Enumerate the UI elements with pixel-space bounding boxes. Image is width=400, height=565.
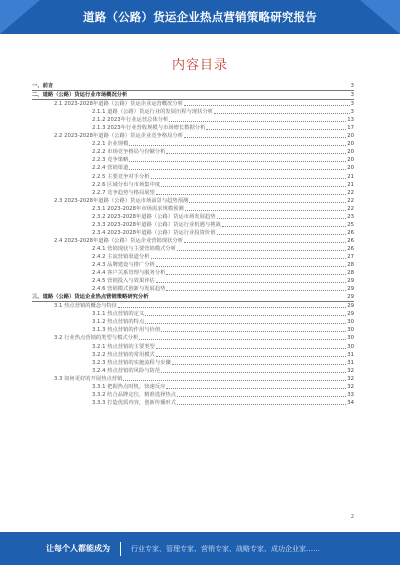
toc-leader-dots (184, 105, 350, 106)
toc-entry-page: 32 (347, 367, 354, 374)
toc-entry-page: 17 (347, 125, 354, 132)
toc-leader-dots (177, 396, 346, 397)
toc-entry-page: 29 (347, 303, 354, 310)
toc-entry-page: 31 (347, 351, 354, 358)
toc-entry-page: 30 (347, 319, 354, 326)
toc-entry-page: 20 (347, 157, 354, 164)
toc-leader-dots (217, 234, 347, 235)
toc-entry[interactable] (32, 367, 354, 375)
toc-entry[interactable] (32, 399, 354, 407)
toc-entry[interactable] (32, 375, 354, 383)
toc-entry-label: 三、道路（公路）货运企业热点营销策略研究分析 (32, 294, 149, 301)
toc-entry-page: 27 (347, 253, 354, 260)
toc-entry[interactable] (32, 351, 354, 359)
toc-entry-page: 20 (347, 133, 354, 140)
toc-entry-page: 29 (347, 278, 354, 285)
toc-leader-dots (166, 274, 346, 275)
toc-leader-dots (151, 178, 347, 179)
toc-entry-page: 28 (347, 262, 354, 269)
toc-leader-dots (184, 242, 346, 243)
toc-entry[interactable] (32, 253, 354, 261)
toc-leader-dots (217, 218, 347, 219)
toc-entry[interactable] (32, 285, 354, 293)
toc-entry[interactable] (32, 132, 354, 140)
toc-entry[interactable] (32, 221, 354, 229)
toc-entry-page: 29 (347, 286, 354, 293)
toc-entry[interactable] (32, 148, 354, 156)
toc-entry[interactable] (32, 391, 354, 399)
toc-entry-label: 3.1.2 热点营销的特点 (92, 319, 145, 326)
toc-entry-label: 2.2.1 企业规模 (92, 141, 129, 148)
toc-entry-label: 2.2.7 竞争趋势与格局展望 (92, 189, 155, 196)
toc-entry-label: 二、道路（公路）货运行业市场概况分析 (32, 92, 128, 99)
toc-entry[interactable] (32, 140, 354, 148)
toc-entry-label: 2.2.6 区域分布与市场集中度 (92, 181, 161, 188)
toc-entry[interactable] (32, 205, 354, 213)
toc-leader-dots (151, 258, 347, 259)
toc-entry-label: 3.1.3 热点营销的作用与价值 (92, 327, 161, 334)
toc-entry-label: 3.2.4 热点营销的风险与防范 (92, 367, 161, 374)
toc-leader-dots (156, 266, 346, 267)
toc-leader-dots (123, 380, 346, 381)
toc-entry-label: 2.4 2023-2028年道路（公路）货运企业营销现状分析 (54, 237, 184, 244)
toc-leader-dots (118, 307, 346, 308)
toc-entry-label: 2.4.4 客户关系管理与服务分析 (92, 270, 166, 277)
header-right-accent (360, 0, 400, 34)
toc-entry[interactable] (32, 100, 354, 108)
toc-entry[interactable] (32, 269, 354, 277)
toc-entry-page: 29 (347, 294, 354, 301)
toc-entry[interactable] (32, 293, 354, 302)
toc-entry-label: 2.3.1 2023-2028年市场需求规模预测 (92, 205, 184, 212)
toc-entry[interactable] (32, 237, 354, 245)
page-number: 2 (350, 514, 354, 520)
toc-entry[interactable] (32, 245, 354, 253)
toc-entry[interactable] (32, 91, 354, 100)
toc-entry[interactable] (32, 310, 354, 318)
toc-entry-label: 3.3.1 把握热点时机，快速反应 (92, 383, 166, 390)
toc-entry[interactable] (32, 343, 354, 351)
toc-leader-dots (161, 372, 346, 373)
toc-leader-dots (206, 129, 346, 130)
footer-divider (120, 542, 121, 556)
toc-leader-dots (161, 186, 346, 187)
toc-entry-label: 2.2.4 营销渠道 (92, 165, 129, 172)
toc-entry-label: 3.2.2 热点营销的常用模式 (92, 351, 155, 358)
toc-leader-dots (145, 323, 346, 324)
toc-entry-page: 28 (347, 270, 354, 277)
toc-leader-dots (129, 145, 346, 146)
footer-slogan: 让每个人都能成为 (46, 544, 110, 553)
toc-entry-label: 2.3 2023-2028年道路（公路）货运市场前景与趋势预测 (54, 197, 189, 204)
toc-entry-label: 2.1.3 2023年行业营收规模与市场增长数据分析 (92, 125, 206, 132)
toc-entry-label: 2.4.5 营销投入与效果评估 (92, 278, 155, 285)
toc-entry[interactable] (32, 326, 354, 334)
toc-entry-label: 3.3.2 结合品牌定位，精准选择热点 (92, 391, 177, 398)
toc-entry-page: 21 (347, 173, 354, 180)
toc-entry-page: 3 (350, 109, 354, 116)
toc-leader-dots (145, 315, 346, 316)
toc-entry-page: 31 (347, 359, 354, 366)
toc-entry-page: 22 (347, 197, 354, 204)
toc-entry-label: 3.2.3 热点营销的实施流程与步骤 (92, 359, 171, 366)
toc-entry-page: 3 (350, 101, 354, 108)
toc-entry[interactable] (32, 156, 354, 164)
toc-entry-page: 30 (347, 343, 354, 350)
toc-entry-label: 3.1 热点营销的概念与特征 (54, 303, 118, 310)
toc-entry-label: 一、前言 (32, 83, 54, 89)
toc-entry-label: 2.1.2 2023年行业运营总体分析 (92, 117, 169, 124)
toc-leader-dots (156, 356, 346, 357)
toc-entry-page: 22 (347, 205, 354, 212)
toc-entry-page: 3 (350, 92, 354, 99)
toc-entry[interactable] (32, 173, 354, 181)
toc-entry-label: 2.3.4 2023-2028年道路（公路）货运行业投资价值 (92, 229, 216, 236)
toc-leader-dots (129, 161, 346, 162)
footer-banner (0, 532, 400, 565)
report-title: 道路（公路）货运企业热点营销策略研究报告 (83, 10, 317, 24)
toc-leader-dots (172, 364, 347, 365)
toc-entry-label: 3.2 行业热点营销的类型与模式分析 (54, 335, 139, 342)
toc-entry-label: 2.1.1 道路（公路）货运行业的发展历程与现状分析 (92, 109, 214, 116)
toc-entry[interactable] (32, 116, 354, 124)
table-of-contents (32, 82, 354, 407)
toc-entry-page: 32 (347, 383, 354, 390)
toc-leader-dots (156, 194, 346, 195)
toc-entry-label: 2.2 2023-2028年道路（公路）货运企业竞争格局分析 (54, 133, 184, 140)
toc-entry[interactable] (32, 181, 354, 189)
toc-entry[interactable] (32, 302, 354, 310)
toc-entry-label: 2.4.6 营销模式创新与发展趋势 (92, 286, 166, 293)
toc-entry-page: 21 (347, 181, 354, 188)
toc-entry[interactable] (32, 124, 354, 132)
toc-leader-dots (214, 113, 350, 114)
toc-entry-page: 22 (347, 189, 354, 196)
toc-title: 内容目录 (171, 58, 228, 73)
toc-entry[interactable] (32, 383, 354, 391)
toc-entry-label: 2.3.3 2023-2028年道路（公路）货运行业机遇与挑战 (92, 221, 221, 228)
toc-leader-dots (177, 404, 346, 405)
toc-entry[interactable] (32, 261, 354, 269)
toc-leader-dots (161, 331, 346, 332)
toc-entry-label: 3.1.1 热点营销的定义 (92, 311, 145, 318)
toc-entry[interactable] (32, 213, 354, 221)
toc-entry[interactable] (32, 229, 354, 237)
toc-entry-page: 20 (347, 141, 354, 148)
toc-entry-label: 3.3 如何更好的开展热点营销 (54, 375, 123, 382)
toc-leader-dots (166, 290, 346, 291)
toc-leader-dots (184, 137, 346, 138)
toc-entry-label: 3.2.1 热点营销的主要类型 (92, 343, 155, 350)
toc-entry[interactable] (32, 197, 354, 205)
toc-entry-page: 23 (347, 213, 354, 220)
toc-leader-dots (189, 202, 346, 203)
toc-leader-dots (177, 250, 346, 251)
toc-leader-dots (166, 388, 346, 389)
toc-entry-label: 2.3.2 2023-2028年道路（公路）货运市场发展趋势 (92, 213, 216, 220)
toc-entry[interactable] (32, 82, 354, 91)
toc-entry-page: 20 (347, 165, 354, 172)
toc-entry-label: 2.4.1 营销现状与主要营销模式分析 (92, 245, 177, 252)
toc-entry-label: 3.3.3 打造优质内容，创新传播形式 (92, 399, 177, 406)
toc-entry-page: 29 (347, 311, 354, 318)
toc-entry-page: 33 (347, 391, 354, 398)
header-left-accent (0, 0, 40, 34)
toc-entry[interactable] (32, 318, 354, 326)
toc-entry[interactable] (32, 277, 354, 285)
toc-entry-label: 2.2.5 主要竞争对手分析 (92, 173, 150, 180)
toc-leader-dots (185, 210, 347, 211)
toc-entry-label: 2.4.3 品牌建设与推广分析 (92, 262, 155, 269)
toc-entry-page: 30 (347, 327, 354, 334)
toc-entry[interactable] (32, 189, 354, 197)
toc-leader-dots (156, 348, 346, 349)
footer-roles: 行业专家、管理专家、营销专家、战略专家、成功企业家…… (131, 544, 320, 553)
toc-leader-dots (169, 121, 346, 122)
toc-leader-dots (139, 339, 346, 340)
toc-entry-page: 3 (350, 83, 354, 89)
toc-entry-page: 32 (347, 375, 354, 382)
toc-leader-dots (156, 282, 346, 283)
toc-entry[interactable] (32, 108, 354, 116)
toc-entry-page: 30 (347, 335, 354, 342)
toc-entry-label: 2.2.2 市场竞争格局与份额分析 (92, 149, 166, 156)
toc-entry-page: 20 (347, 149, 354, 156)
toc-entry-label: 2.2.3 竞争策略 (92, 157, 129, 164)
toc-entry[interactable] (32, 164, 354, 172)
toc-entry-page: 26 (347, 229, 354, 236)
toc-entry-page: 26 (347, 245, 354, 252)
report-header (0, 0, 400, 34)
toc-leader-dots (129, 169, 346, 170)
toc-entry[interactable] (32, 359, 354, 367)
toc-entry[interactable] (32, 334, 354, 342)
toc-entry-label: 2.4.2 主流营销渠道分析 (92, 253, 150, 260)
toc-entry-page: 25 (347, 221, 354, 228)
toc-entry-label: 2.1 2023-2028年道路（公路）货运企业运营概况分析 (54, 101, 184, 108)
toc-entry-page: 34 (347, 399, 354, 406)
toc-entry-page: 13 (347, 117, 354, 124)
toc-leader-dots (166, 153, 346, 154)
toc-leader-dots (222, 226, 346, 227)
toc-entry-page: 26 (347, 237, 354, 244)
